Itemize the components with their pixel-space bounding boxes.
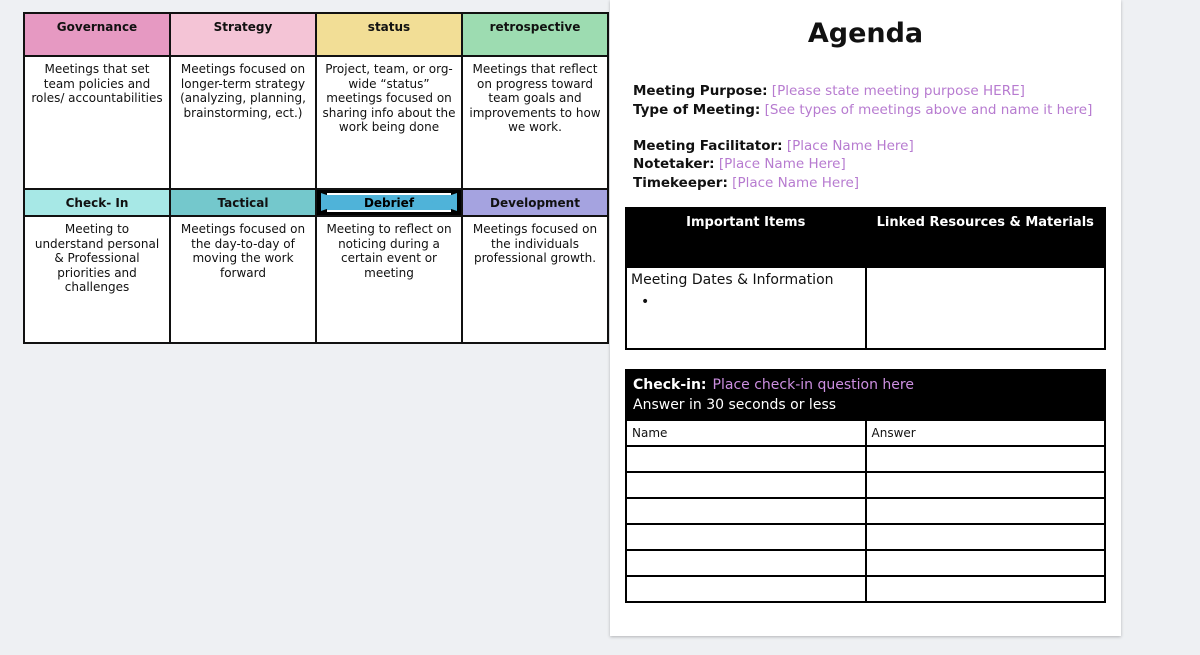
table-row	[626, 550, 1105, 576]
timekeeper-field[interactable]: [Place Name Here]	[732, 175, 860, 191]
table-row	[626, 446, 1105, 472]
answer-cell[interactable]	[866, 498, 1106, 524]
answer-cell[interactable]	[866, 446, 1106, 472]
checkin-label: Check-in:	[633, 377, 707, 393]
type-desc-tactical: Meetings focused on the day-to-day of moving the work forward	[170, 216, 316, 343]
type-desc-debrief: Meeting to reflect on noticing during a certain event or meeting	[316, 216, 462, 343]
agenda-page	[610, 0, 1121, 636]
name-column-header: Name	[626, 420, 866, 446]
notetaker-field[interactable]: [Place Name Here]	[718, 156, 846, 172]
important-items-table	[625, 207, 1106, 350]
name-cell[interactable]	[626, 498, 866, 524]
type-desc-status: Project, team, or org-wide “status” meetings focused on sharing info about the work being done	[316, 56, 462, 189]
type-desc-governance: Meetings that set team policies and roles/ accountabilities	[24, 56, 170, 189]
banner-right-arrow-icon	[431, 193, 457, 211]
timekeeper-line	[633, 175, 859, 191]
type-desc-strategy: Meetings focused on longer-term strategy (analyzing, planning, brainstorming, ect.)	[170, 56, 316, 189]
bullet-point: •	[641, 294, 650, 310]
type-header-debrief	[316, 189, 462, 216]
notetaker-line	[633, 156, 846, 172]
name-cell[interactable]	[626, 550, 866, 576]
table-row	[626, 498, 1105, 524]
page-title: Agenda	[807, 18, 924, 49]
type-header-strategy: Strategy	[170, 13, 316, 56]
answer-cell[interactable]	[866, 576, 1106, 602]
important-items-cell[interactable]	[626, 267, 866, 349]
facilitator-line	[633, 138, 914, 154]
meeting-types-table	[23, 12, 609, 344]
timekeeper-label: Timekeeper:	[633, 175, 728, 191]
checkin-answers-table	[625, 419, 1106, 603]
important-items-header: Important Items	[626, 208, 866, 267]
meeting-type-line	[633, 102, 1092, 118]
checkin-header	[625, 369, 1106, 419]
type-header-development: Development	[462, 189, 608, 216]
meeting-purpose-label: Meeting Purpose:	[633, 83, 768, 99]
answer-cell[interactable]	[866, 550, 1106, 576]
meeting-type-field[interactable]: [See types of meetings above and name it here]	[764, 102, 1093, 118]
checkin-question-field[interactable]: Place check-in question here	[712, 377, 914, 393]
debrief-label: Debrief	[327, 193, 451, 212]
answer-cell[interactable]	[866, 524, 1106, 550]
name-cell[interactable]	[626, 524, 866, 550]
type-header-status: status	[316, 13, 462, 56]
type-header-governance: Governance	[24, 13, 170, 56]
meeting-purpose-line	[633, 83, 1025, 99]
linked-resources-cell[interactable]	[866, 267, 1106, 349]
checkin-instruction: Answer in 30 seconds or less	[633, 397, 837, 413]
table-row	[626, 472, 1105, 498]
answer-cell[interactable]	[866, 472, 1106, 498]
type-desc-check-in: Meeting to understand personal & Professional priorities and challenges	[24, 216, 170, 343]
meeting-type-label: Type of Meeting:	[633, 102, 761, 118]
answer-column-header: Answer	[866, 420, 1106, 446]
type-desc-retrospective: Meetings that reflect on progress toward team goals and improvements to how we work.	[462, 56, 608, 189]
meeting-dates-text: Meeting Dates & Information	[631, 272, 834, 288]
type-header-check-in: Check- In	[24, 189, 170, 216]
facilitator-label: Meeting Facilitator:	[633, 138, 783, 154]
type-desc-development: Meetings focused on the individuals professional growth.	[462, 216, 608, 343]
type-header-tactical: Tactical	[170, 189, 316, 216]
meeting-purpose-field[interactable]: [Please state meeting purpose HERE]	[771, 83, 1025, 99]
name-cell[interactable]	[626, 576, 866, 602]
name-cell[interactable]	[626, 446, 866, 472]
type-header-retrospective: retrospective	[462, 13, 608, 56]
notetaker-label: Notetaker:	[633, 156, 715, 172]
facilitator-field[interactable]: [Place Name Here]	[786, 138, 914, 154]
linked-resources-header: Linked Resources & Materials	[866, 208, 1106, 267]
debrief-banner	[317, 190, 461, 215]
name-cell[interactable]	[626, 472, 866, 498]
table-row	[626, 524, 1105, 550]
table-row	[626, 576, 1105, 602]
